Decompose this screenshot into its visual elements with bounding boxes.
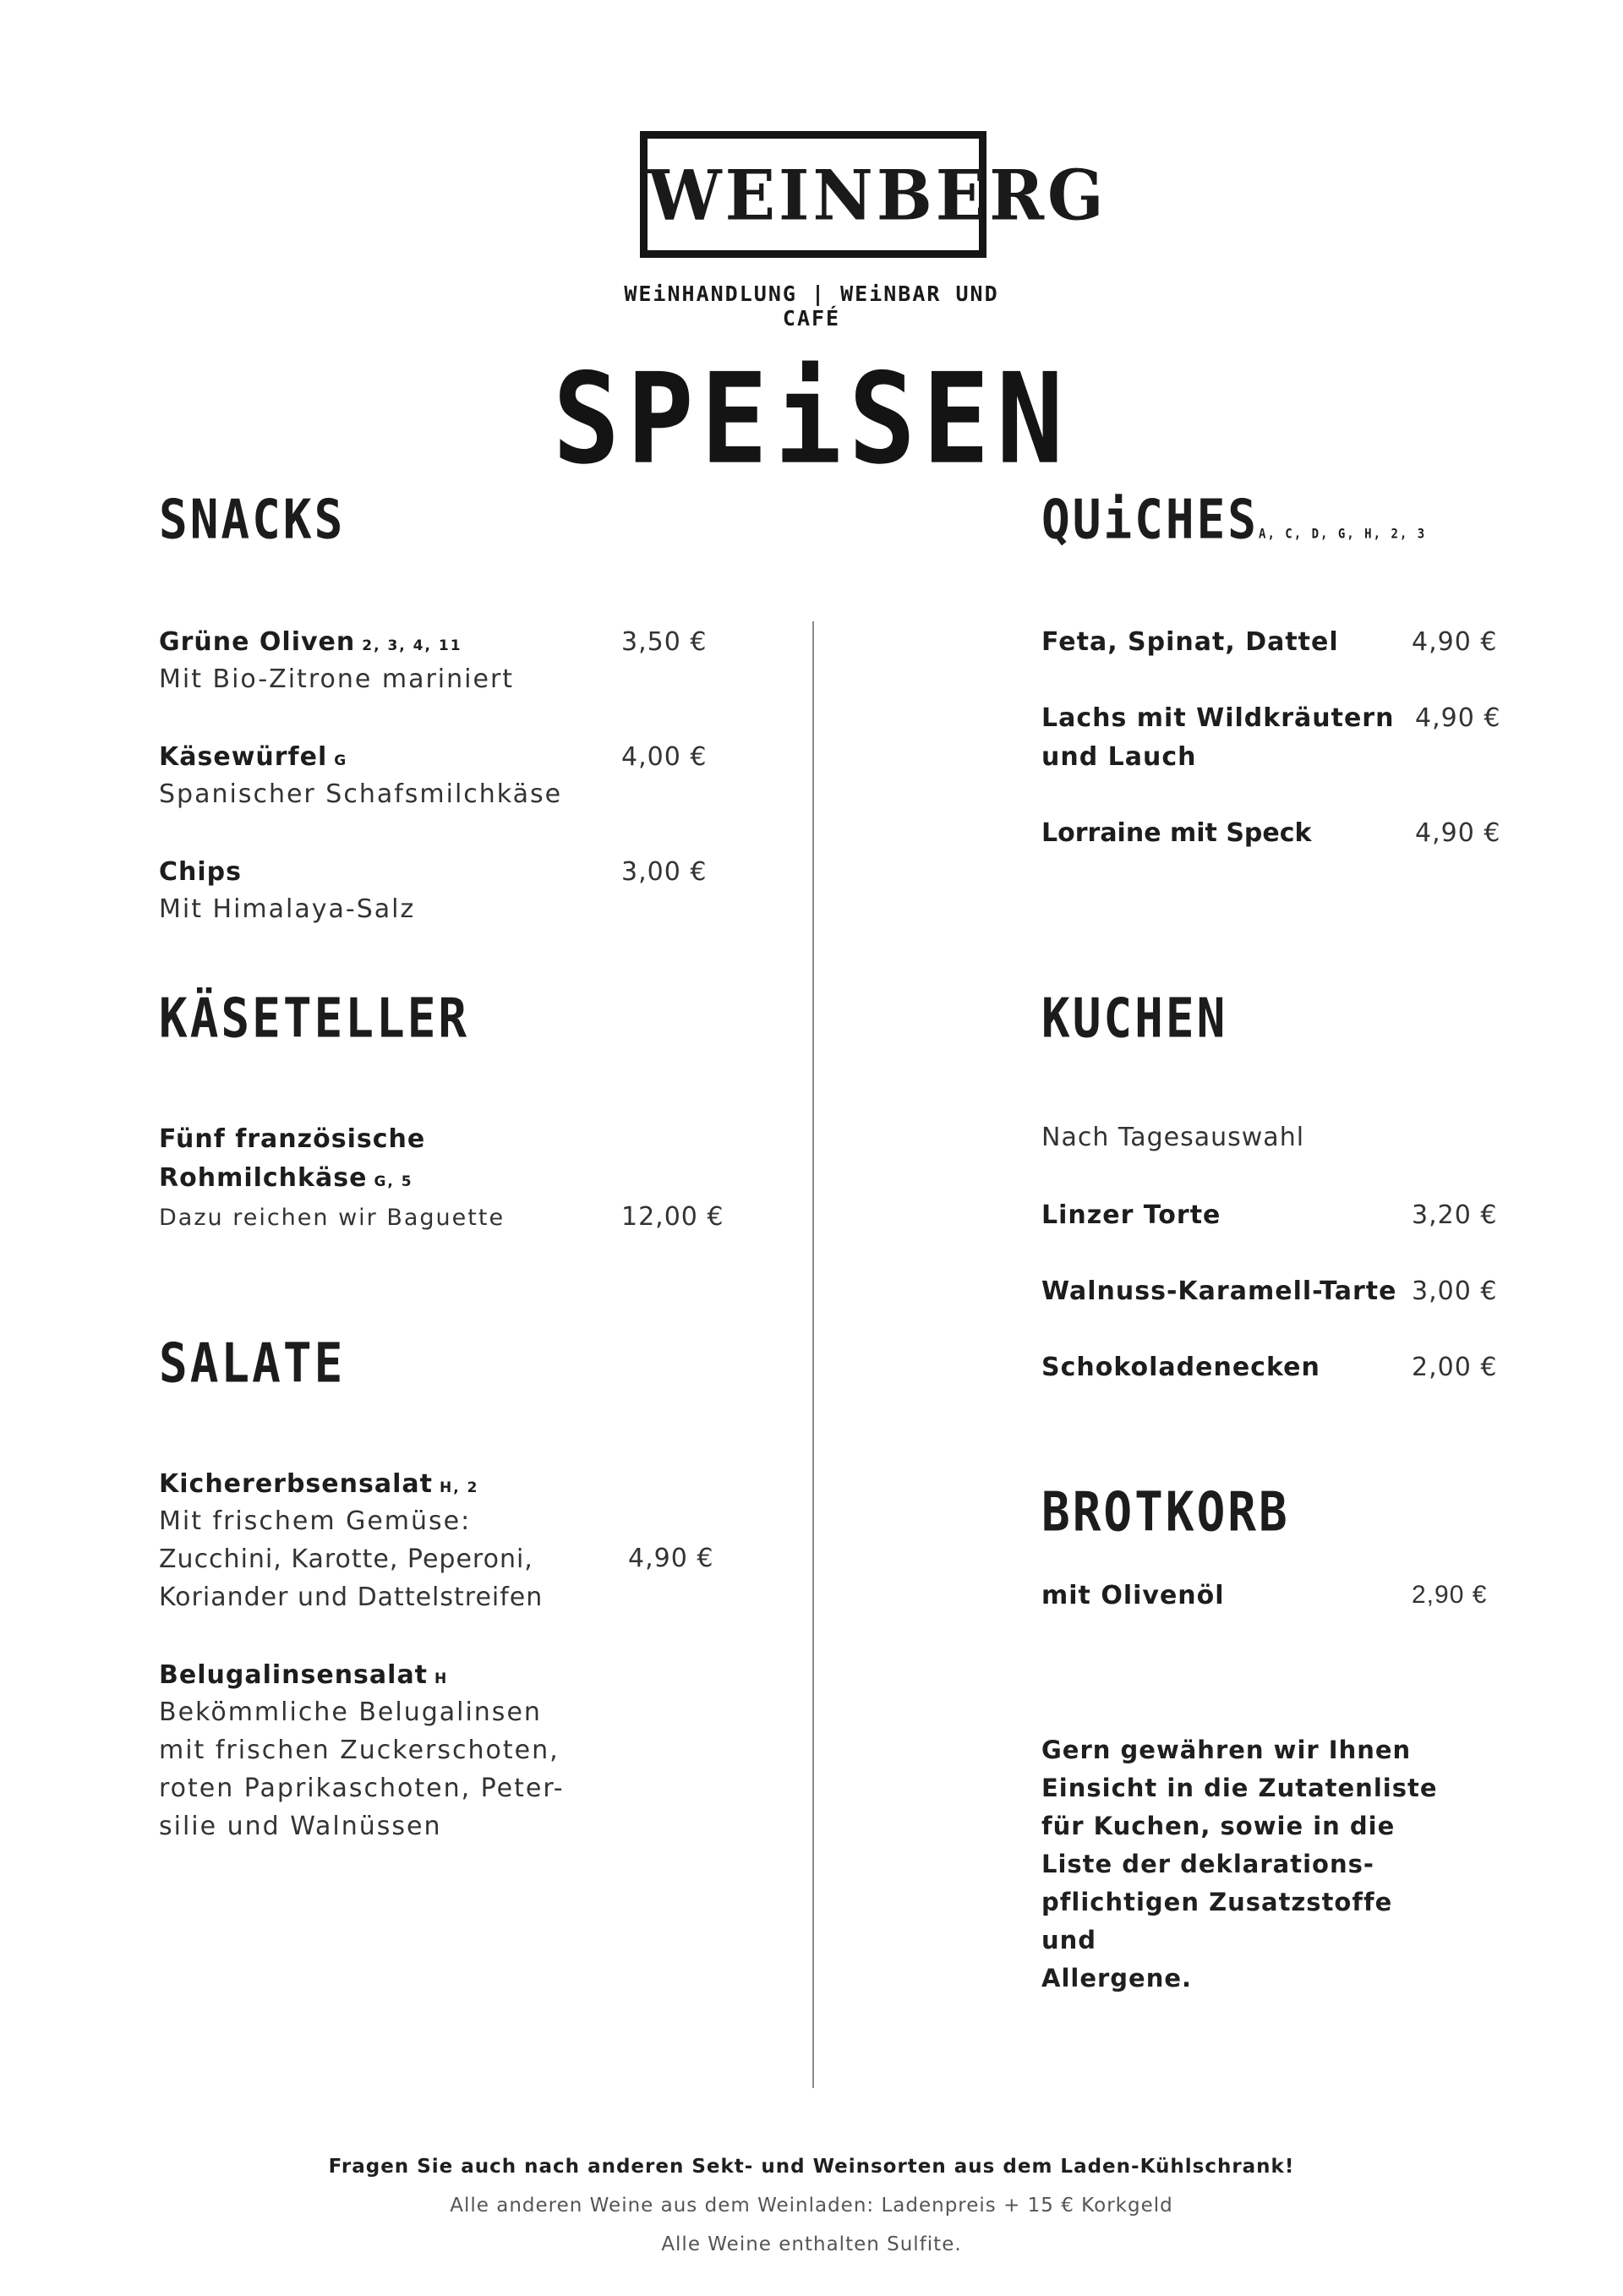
menu-item-price: 3,50 € — [621, 627, 708, 657]
menu-item-desc: mit frischen Zuckerschoten, — [159, 1736, 560, 1765]
logo — [640, 131, 1107, 258]
section-title-salate: SALATE — [159, 1332, 346, 1396]
allergen-note — [1041, 1731, 1439, 1998]
menu-item-name: Grüne Oliven 2, 3, 4, 11 — [159, 627, 462, 657]
menu-item-name: Chips — [159, 857, 242, 887]
logo-text: WEINBERG — [648, 155, 1107, 237]
menu-item-desc: Bekömmliche Belugalinsen — [159, 1697, 542, 1727]
menu-item-name: Belugalinsensalat H — [159, 1660, 449, 1690]
menu-item-desc: Zucchini, Karotte, Peperoni, — [159, 1544, 533, 1574]
menu-item-desc: Koriander und Dattelstreifen — [159, 1583, 544, 1612]
allergen-codes: H — [434, 1670, 449, 1687]
section-title-quiches: QUiCHESA, C, D, G, H, 2, 3 — [1041, 489, 1427, 552]
menu-item-desc: Spanischer Schafsmilchkäse — [159, 779, 563, 809]
menu-item-desc: Mit Himalaya-Salz — [159, 894, 416, 924]
menu-item-price: 3,00 € — [1412, 1276, 1498, 1306]
tagline: WEiNHANDLUNG | WEiNBAR UND CAFÉ — [624, 282, 999, 331]
allergen-codes: 2, 3, 4, 11 — [362, 637, 462, 654]
section-title-brotkorb: BROTKORB — [1041, 1481, 1290, 1544]
section-title-kuchen: KUCHEN — [1041, 987, 1228, 1051]
menu-item-name: Linzer Torte — [1041, 1200, 1221, 1230]
menu-item-desc: Dazu reichen wir Baguette — [159, 1205, 505, 1231]
allergen-codes: G, 5 — [374, 1173, 413, 1190]
menu-item-price: 4,00 € — [621, 742, 708, 772]
note-line: pflichtigen Zusatzstoffe und — [1041, 1888, 1393, 1954]
menu-item-name: Käsewürfel G — [159, 742, 348, 772]
note-line: Allergene. — [1041, 1964, 1193, 1993]
menu-item-price: 3,00 € — [621, 857, 708, 887]
menu-item-price: 4,90 € — [1415, 818, 1501, 848]
menu-item-name: Rohmilchkäse G, 5 — [159, 1163, 413, 1193]
menu-item-desc: Mit Bio-Zitrone mariniert — [159, 664, 515, 694]
menu-item-name: Schokoladenecken — [1041, 1353, 1320, 1382]
menu-item-price: 4,90 € — [628, 1544, 714, 1573]
footer-line: Alle Weine enthalten Sulfite. — [661, 2233, 962, 2255]
note-line: Liste der deklarations- — [1041, 1850, 1374, 1878]
note-line: Gern gewähren wir Ihnen — [1041, 1736, 1412, 1764]
menu-item-name: Fünf französische — [159, 1124, 426, 1154]
menu-item-desc: roten Paprikaschoten, Peter- — [159, 1774, 565, 1803]
menu-item-name: mit Olivenöl — [1041, 1581, 1225, 1610]
menu-item-name: und Lauch — [1041, 742, 1197, 772]
allergen-codes: G — [334, 752, 348, 769]
footer-line: Alle anderen Weine aus dem Weinladen: Ladenpreis + 15 € Korkgeld — [450, 2195, 1173, 2217]
menu-item-name: Feta, Spinat, Dattel — [1041, 627, 1339, 657]
menu-item-name: Kichererbsensalat H, 2 — [159, 1469, 479, 1499]
allergen-codes: H, 2 — [439, 1479, 479, 1496]
menu-item-desc: silie und Walnüssen — [159, 1812, 442, 1841]
menu-item-name: Lachs mit Wildkräutern — [1041, 703, 1395, 733]
menu-item-price: 4,90 € — [1412, 627, 1498, 657]
column-divider — [812, 621, 814, 2088]
section-title-kaeseteller: KÄSETELLER — [159, 987, 470, 1051]
menu-item-price: 4,90 € — [1415, 703, 1501, 733]
menu-item-price: 2,00 € — [1412, 1353, 1498, 1382]
note-line: für Kuchen, sowie in die — [1041, 1812, 1396, 1840]
menu-item-price: 3,20 € — [1412, 1200, 1498, 1230]
menu-item-desc: Mit frischem Gemüse: — [159, 1506, 472, 1536]
menu-item-name: Walnuss-Karamell-Tarte — [1041, 1276, 1397, 1306]
section-title-snacks: SNACKS — [159, 489, 346, 552]
menu-item-price: 2,90 € — [1412, 1581, 1488, 1609]
footer-line: Fragen Sie auch nach anderen Sekt- und Weinsorten aus dem Laden-Kühlschrank! — [328, 2156, 1295, 2178]
menu-item-price: 12,00 € — [621, 1202, 724, 1232]
menu-item-name: Lorraine mit Speck — [1041, 818, 1312, 848]
page-title: SPEiSEN — [552, 347, 1071, 493]
note-line: Einsicht in die Zutatenliste — [1041, 1774, 1438, 1802]
kuchen-intro: Nach Tagesauswahl — [1041, 1123, 1305, 1152]
allergen-codes: A, C, D, G, H, 2, 3 — [1259, 526, 1427, 543]
